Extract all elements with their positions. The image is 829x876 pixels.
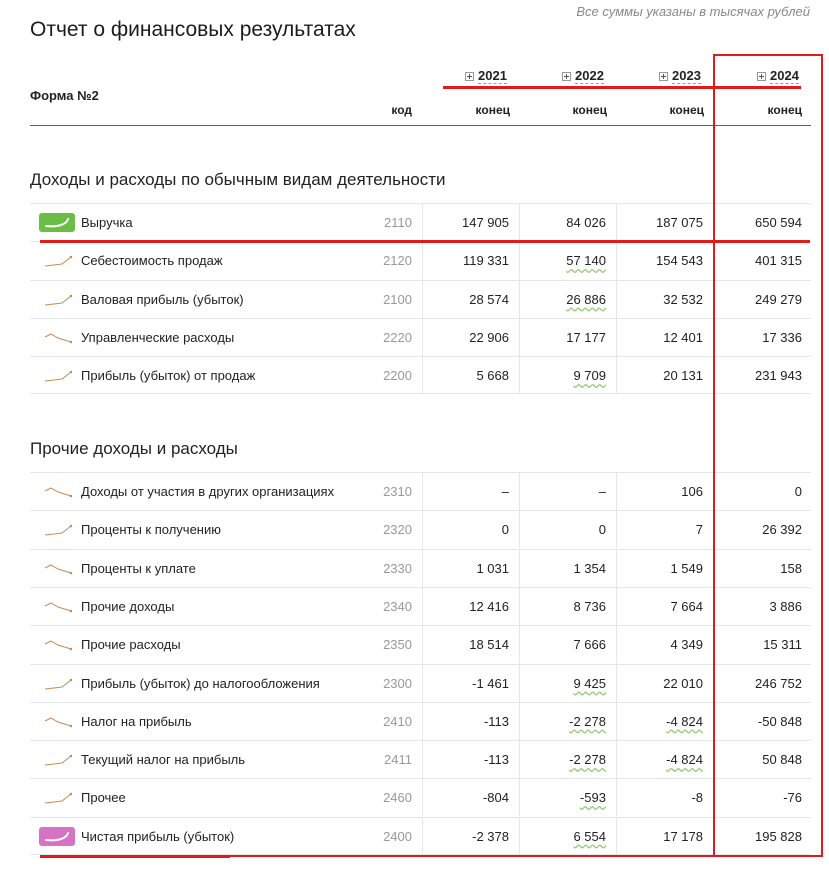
- value-cell-2021: [422, 319, 519, 356]
- value-cell-2023: [616, 741, 713, 778]
- value-text: –: [501, 484, 509, 499]
- value-text: 7 666: [573, 637, 606, 653]
- value-cell-2023: [616, 319, 713, 356]
- value-text: 119 331: [462, 253, 509, 269]
- row-code: 2120: [383, 253, 412, 269]
- table-row: [30, 740, 811, 778]
- table-row: [30, 549, 811, 587]
- row-code: 2220: [383, 329, 412, 345]
- sparkline-down-icon[interactable]: [44, 638, 72, 652]
- table-row: [30, 510, 811, 548]
- value-text: –: [598, 484, 606, 499]
- value-cell-2022: [519, 242, 616, 279]
- value-cell-2023: [616, 779, 713, 816]
- value-cell-2023: [616, 550, 713, 587]
- value-text: 158: [780, 560, 802, 576]
- value-text: -2 378: [472, 828, 509, 844]
- value-text: 9 425: [573, 675, 606, 691]
- value-cell-2021: [422, 473, 519, 510]
- value-text: 0: [598, 522, 606, 538]
- value-text: 84 026: [566, 215, 606, 230]
- row-name: Проценты к получению: [81, 522, 221, 538]
- value-cell-2021: [422, 779, 519, 816]
- row-name: Прибыль (убыток) от продаж: [81, 368, 256, 384]
- page-title: Отчет о финансовых результатах: [30, 18, 356, 41]
- table-row: [30, 241, 811, 279]
- value-text: -1 461: [472, 675, 509, 691]
- value-cell-2023: [616, 281, 713, 318]
- sparkline-up-icon[interactable]: [44, 523, 72, 537]
- table-row: [30, 702, 811, 740]
- value-text: -2 278: [569, 752, 606, 768]
- value-cell-2021: [422, 281, 519, 318]
- value-cell-2022: [519, 588, 616, 625]
- year-toggle-2021[interactable]: [465, 68, 507, 84]
- value-text: 15 311: [763, 637, 802, 653]
- sparkline-up-icon[interactable]: [44, 254, 72, 268]
- value-cell-2022: [519, 779, 616, 816]
- code-header: код: [391, 103, 412, 117]
- row-code: 2330: [383, 560, 412, 576]
- row-code: 2460: [383, 790, 412, 806]
- value-text: 22 010: [663, 675, 703, 691]
- value-cell-2022: [519, 665, 616, 702]
- value-text: 147 905: [462, 215, 509, 230]
- value-cell-2022: [519, 357, 616, 394]
- sparkline-up-icon[interactable]: [44, 791, 72, 805]
- value-text: 22 906: [469, 329, 509, 345]
- row-name: Валовая прибыль (убыток): [81, 291, 244, 307]
- row-code: 2320: [383, 522, 412, 538]
- value-cell-2021: [422, 665, 519, 702]
- row-code: 2411: [384, 752, 412, 768]
- row-name: Налог на прибыль: [81, 713, 192, 729]
- value-text: 4 349: [670, 637, 703, 653]
- expand-icon: [562, 72, 571, 81]
- row-name: Текущий налог на прибыль: [81, 752, 246, 768]
- revenue-chart-icon[interactable]: [39, 213, 75, 232]
- sparkline-up-icon[interactable]: [44, 753, 72, 767]
- value-text: 17 178: [663, 828, 703, 844]
- value-cell-2023: [616, 665, 713, 702]
- annotation-underline-net-profit: [230, 855, 720, 857]
- table-row: [30, 472, 811, 510]
- value-text: 7: [695, 522, 703, 538]
- year-label: 2021: [478, 68, 507, 83]
- row-code: 2340: [383, 598, 412, 614]
- year-label: 2022: [575, 68, 604, 83]
- value-text: 20 131: [663, 368, 703, 384]
- header-divider: [30, 125, 811, 126]
- sparkline-down-icon[interactable]: [44, 331, 72, 345]
- value-cell-2023: [616, 511, 713, 548]
- value-text: 5 668: [476, 368, 509, 384]
- value-text: 106: [681, 484, 703, 499]
- value-cell-2021: [422, 511, 519, 548]
- value-text: 187 075: [656, 215, 703, 230]
- value-cell-2022: [519, 473, 616, 510]
- row-name: Прибыль (убыток) до налогообложения: [81, 675, 320, 691]
- value-cell-2023: [616, 703, 713, 740]
- value-text: 650 594: [755, 215, 802, 230]
- value-text: -8: [691, 790, 703, 806]
- value-cell-2021: [422, 626, 519, 663]
- row-code: 2110: [384, 215, 412, 230]
- value-text: 7 664: [670, 598, 703, 614]
- row-name: Прочие доходы: [81, 598, 175, 614]
- value-cell-2021: [422, 204, 519, 241]
- value-cell-2022: [519, 511, 616, 548]
- row-name: Себестоимость продаж: [81, 253, 223, 269]
- value-text: 6 554: [573, 828, 606, 844]
- row-name: Чистая прибыль (убыток): [81, 828, 235, 844]
- row-code: 2410: [383, 713, 412, 729]
- value-cell-2021: [422, 550, 519, 587]
- value-text: 0: [501, 522, 509, 538]
- table-row: [30, 664, 811, 702]
- table-row: [30, 778, 811, 816]
- sparkline-down-icon[interactable]: [44, 485, 72, 499]
- value-cell-2022: [519, 281, 616, 318]
- row-name: Управленческие расходы: [81, 329, 235, 345]
- sparkline-up-icon[interactable]: [44, 369, 72, 383]
- value-text: 1 549: [670, 560, 703, 576]
- value-text: 231 943: [755, 368, 802, 384]
- row-name: Выручка: [81, 215, 133, 230]
- table-row: [30, 280, 811, 318]
- year-label: 2024: [770, 68, 799, 83]
- form-label: Форма №2: [30, 88, 99, 103]
- units-note: Все суммы указаны в тысячах рублей: [576, 4, 810, 19]
- sparkline-down-icon[interactable]: [44, 715, 72, 729]
- value-cell-2022: [519, 703, 616, 740]
- sparkline-down-icon[interactable]: [44, 562, 72, 576]
- row-code: 2100: [383, 291, 412, 307]
- table-row: [30, 625, 811, 663]
- value-text: 12 416: [469, 598, 509, 614]
- row-name: Прочее: [81, 790, 126, 806]
- value-cell-2021: [422, 588, 519, 625]
- value-cell-2021: [422, 818, 519, 855]
- value-cell-2022: [519, 626, 616, 663]
- value-cell-2022: [519, 204, 616, 241]
- value-text: 32 532: [663, 291, 703, 307]
- value-text: 249 279: [755, 291, 802, 307]
- net-profit-chart-icon[interactable]: [39, 827, 75, 846]
- value-cell-2021: [422, 357, 519, 394]
- row-code: 2310: [383, 484, 412, 499]
- section-title: Прочие доходы и расходы: [30, 439, 238, 458]
- year-toggle-2023[interactable]: [659, 68, 701, 84]
- table-row: [30, 203, 811, 241]
- row-name: Доходы от участия в других организациях: [81, 484, 335, 499]
- value-cell-2023: [616, 588, 713, 625]
- value-cell-2023: [616, 357, 713, 394]
- value-cell-2021: [422, 242, 519, 279]
- expand-icon: [659, 72, 668, 81]
- value-text: 1 031: [476, 560, 509, 576]
- value-cell-2022: [519, 319, 616, 356]
- table-row: [30, 587, 811, 625]
- value-text: 28 574: [469, 291, 509, 307]
- value-text: 8 736: [573, 598, 606, 614]
- table-row: [30, 356, 811, 394]
- value-cell-2023: [616, 818, 713, 855]
- value-cell-2023: [616, 242, 713, 279]
- value-text: -113: [483, 713, 509, 729]
- row-code: 2400: [383, 828, 412, 844]
- year-label: 2023: [672, 68, 701, 83]
- value-text: -2 278: [569, 713, 606, 729]
- value-text: 401 315: [755, 253, 802, 269]
- value-text: 0: [794, 484, 802, 499]
- row-name: Прочие расходы: [81, 637, 181, 653]
- value-cell-2023: [616, 473, 713, 510]
- value-text: 50 848: [762, 752, 802, 768]
- end-header-2024: конец: [767, 103, 802, 117]
- row-code: 2200: [383, 368, 412, 384]
- value-cell-2022: [519, 550, 616, 587]
- value-text: 26 392: [762, 522, 802, 538]
- value-text: -113: [483, 752, 509, 768]
- end-header-2021: конец: [475, 103, 510, 117]
- table-row: [30, 817, 811, 855]
- section-title: Доходы и расходы по обычным видам деятельности: [30, 170, 446, 189]
- value-text: 18 514: [469, 637, 509, 653]
- value-text: -804: [482, 790, 509, 806]
- value-text: 246 752: [755, 675, 802, 691]
- row-code: 2300: [383, 675, 412, 691]
- table-row: [30, 318, 811, 356]
- value-text: 26 886: [566, 291, 606, 307]
- value-text: 17 336: [762, 329, 802, 345]
- row-name: Проценты к уплате: [81, 560, 196, 576]
- row-code: 2350: [383, 637, 412, 653]
- value-text: -76: [783, 790, 802, 806]
- value-text: 17 177: [566, 329, 606, 345]
- value-cell-2023: [616, 626, 713, 663]
- value-text: 3 886: [769, 598, 802, 614]
- value-text: 9 709: [573, 368, 606, 384]
- sparkline-up-icon[interactable]: [44, 293, 72, 307]
- sparkline-down-icon[interactable]: [44, 600, 72, 614]
- annotation-box-2024: [713, 54, 823, 857]
- value-cell-2022: [519, 741, 616, 778]
- value-text: 1 354: [573, 560, 606, 576]
- annotation-underline-revenue: [40, 240, 810, 243]
- value-text: 154 543: [656, 253, 703, 269]
- sparkline-up-icon[interactable]: [44, 677, 72, 691]
- value-text: 195 828: [755, 828, 802, 844]
- value-text: 12 401: [663, 329, 703, 345]
- value-text: -593: [579, 790, 606, 806]
- value-text: -50 848: [757, 713, 802, 729]
- value-cell-2021: [422, 741, 519, 778]
- year-toggle-2022[interactable]: [562, 68, 604, 84]
- value-text: 57 140: [566, 253, 606, 269]
- value-text: -4 824: [666, 713, 703, 729]
- expand-icon: [465, 72, 474, 81]
- end-header-2022: конец: [572, 103, 607, 117]
- value-text: -4 824: [666, 752, 703, 768]
- value-cell-2021: [422, 703, 519, 740]
- value-cell-2023: [616, 204, 713, 241]
- end-header-2023: конец: [669, 103, 704, 117]
- annotation-underline-net-profit: [40, 855, 230, 858]
- value-cell-2022: [519, 818, 616, 855]
